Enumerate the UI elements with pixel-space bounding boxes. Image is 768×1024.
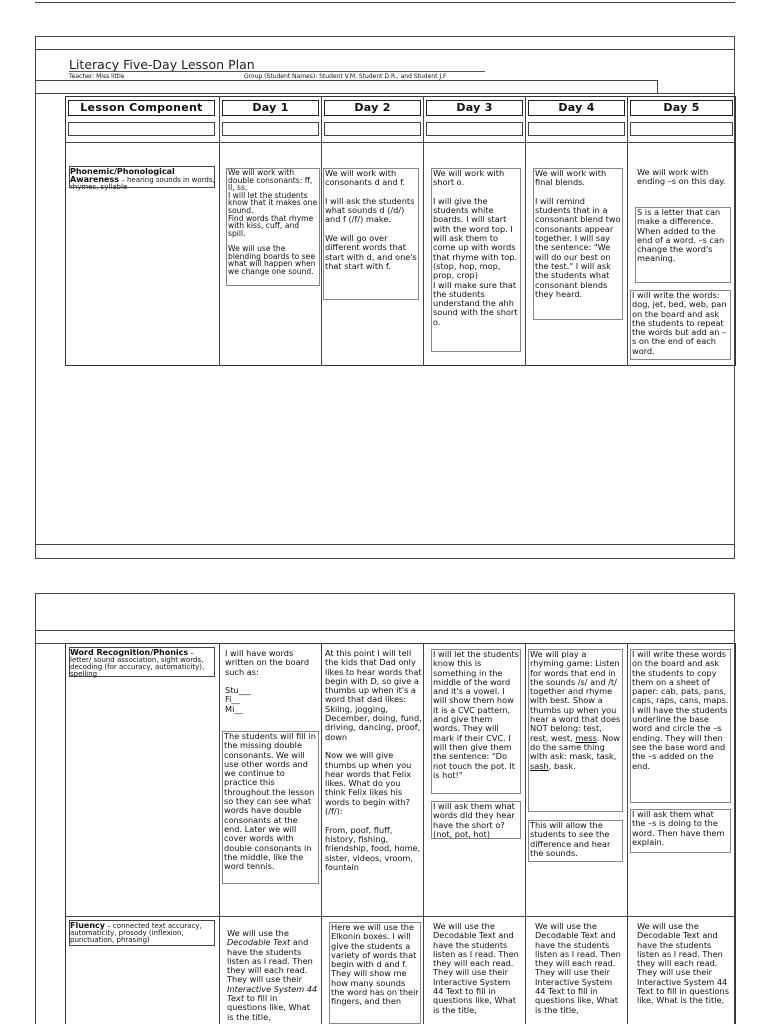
blank-field (222, 122, 319, 136)
wordrec-day-1b: The students will fill in the missing double consonants. We will use other words and we continue to practice this throughout the lesson so they can see what words have double consonants at the end. Later we will cover words with double consonants in the middle, like the word tennis. (222, 731, 319, 884)
wordrec-day-3b: I will ask them what words did they hear have the short o? (not, pot, hot) (431, 801, 521, 839)
col-divider (219, 96, 220, 366)
teacher-field: Teacher: Miss little (69, 73, 125, 80)
fluency-day-4: We will use the Decodable Text and have the students listen as I read. Then they will each read. They will use their Interactive System 44 Text to fill in questions like, What is the title, (535, 921, 624, 1015)
component-label: Fluency (70, 921, 105, 930)
phonemic-day-4: We will work with final blends. I will remind students that in a consonant blend two consonants appear together. I will say the sentence: "We will do our best on the test." I will ask the students what consonant blends they heard. (533, 168, 623, 320)
blank-field (630, 122, 733, 136)
component-desc: – hearing sounds in words, rhymes, syllable (70, 176, 215, 191)
col-divider (627, 96, 628, 366)
group-field: Group (Student Names): Student V.M, Student D.R., and Student J.F (244, 73, 447, 80)
phonemic-day-3: We will work with short o. I will give the students white boards. I will start with the word top. I will ask them to come up with words that rhyme with top. (stop, hop, mop, prop, crop) I will make sure that the students understand the ahh sound with the short o. (431, 168, 521, 352)
rule (35, 93, 735, 94)
col-divider (525, 643, 526, 1024)
rule (35, 49, 735, 50)
col-divider (423, 643, 424, 1024)
component-box (69, 647, 215, 677)
frame-left (35, 593, 36, 1024)
rule (35, 544, 735, 545)
rule (35, 36, 735, 37)
title-underline (69, 71, 485, 72)
wordrec-day-2: At this point I will tell the kids that Dad only likes to hear words that begin with D, so give a thumbs up when it's a word that dad likes: Skiing, jogging, December, doing, fund, driving, dancing, proof, down Now we will give thumbs up when you hear words that Felix likes. What do you think Felix likes his words to begin with? (/f/): From, poof, fluff, history, fishing, friendship, food, home, sister, videos, vroom, fountain (325, 648, 422, 872)
fluency-italic: Decodable Text (227, 937, 291, 948)
rule (35, 593, 735, 594)
component-desc: – letter/ sound association, sight words, decoding (for accuracy, automaticity), spelling (70, 649, 205, 678)
header-day-5: Day 5 (630, 100, 733, 116)
fluency-day-2: Here we will use the Elkonin boxes. I will give the students a variety of words that begin with d and f. They will show me how many sounds the word has on their fingers, and then (329, 922, 421, 1024)
header-day-4: Day 4 (528, 100, 625, 116)
top-rule (35, 2, 735, 3)
col-divider (525, 96, 526, 366)
component-label: Phonemic/Phonological Awareness (70, 167, 175, 184)
phonemic-day-1: We will work with double consonants: ff, ll, ss. I will let the students know that it makes one sound. Find words that rhyme with kiss, cuff, and spill. We will use the blending boards to see what will happen when we change one sound. (226, 168, 320, 286)
wordrec-day-4-text: , bask. (548, 760, 576, 771)
blank-field (324, 122, 421, 136)
header-lesson-component: Lesson Component (68, 100, 215, 116)
blank-field (68, 122, 215, 136)
row-divider (65, 142, 736, 143)
component-box (69, 920, 215, 946)
fluency-italic: Interactive System 44 Text (227, 983, 320, 1004)
component-box (69, 166, 215, 188)
rule (35, 80, 658, 81)
phonemic-day-5b: S is a letter that can make a difference. When added to the end of a word. –s can change the word's meaning. (635, 207, 731, 283)
phonemic-day-5c: I will write the words: dog, jet, bed, web, pan on the board and ask the students to repeat the words but add an –s on the end of each word. (630, 290, 731, 360)
frame-left (35, 36, 36, 559)
page-title: Literacy Five-Day Lesson Plan (69, 57, 255, 72)
fluency-text: and have the students listen as I read. Then they will each read. They will use their (227, 937, 316, 985)
wordrec-day-4-text: We will play a rhyming game: Listen for words that end in the sounds /s/ and /t/ together and rhyme with best. Show a thumbs up when you hear a word that does NOT belong: test, rest, west, (530, 649, 623, 743)
component-desc: – connected text accuracy, automaticity, prosody (inflexion, punctuation, phrasing) (70, 922, 202, 944)
fluency-text: to fill in questions like, What is the title, (227, 993, 313, 1022)
col-divider (321, 96, 322, 366)
col-divider (219, 643, 220, 1024)
rule (35, 630, 735, 631)
fluency-day-1 (227, 929, 319, 1022)
blank-field (426, 122, 523, 136)
col-divider (627, 643, 628, 1024)
header-day-3: Day 3 (426, 100, 523, 116)
wordrec-day-4-text: . Now do the same thing with ask: mask, task, (530, 732, 623, 762)
wordrec-day-5b: I will ask them what the –s is doing to the word. Then have them explain. (630, 809, 731, 853)
wordrec-day-4 (528, 649, 623, 812)
frame-inner (657, 80, 658, 93)
blank-field (528, 122, 625, 136)
col-divider (423, 96, 424, 366)
row-divider (65, 916, 736, 917)
fluency-day-5: We will use the Decodable Text and have the students listen as I read. Then they will each read. They will use their Interactive System 44 Text to fill in questions like, What is the title, (637, 921, 732, 1006)
phonemic-day-5a: We will work with ending –s on this day. (637, 167, 726, 187)
col-divider (321, 643, 322, 1024)
wordrec-day-3a: I will let the students know this is something in the middle of the word and it's a vowel. I will show them how it is a CVC pattern, and give them words. They will mark if their CVC. I will then give them the sentence: "Do not touch the pot. It is hot!" (431, 649, 521, 794)
header-day-1: Day 1 (222, 100, 319, 116)
header-day-2: Day 2 (324, 100, 421, 116)
fluency-text: We will use the (227, 928, 292, 938)
wordrec-day-1a: I will have words written on the board such as: Stu___ Fi__ Mi__ (225, 648, 310, 714)
fluency-day-3: We will use the Decodable Text and have the students listen as I read. Then they will each read. They will use their Interactive System 44 Text to fill in questions like, What is the title, (433, 921, 522, 1015)
component-label: Word Recognition/Phonics (70, 648, 189, 657)
underlined-word: mess (575, 732, 597, 743)
phonemic-day-2: We will work with consonants d and f. I will ask the students what sounds d (/d/) and f (/f/) make. We will go over different words that start with d, and one's that start with f. (323, 168, 419, 300)
underlined-word: sash (530, 760, 549, 771)
rule (35, 558, 735, 559)
wordrec-day-5a: I will write these words on the board and ask the students to copy them on a sheet of paper: cab, pats, pans, caps, raps, cans, maps. I will have the students underline the base word and circle the –s ending. They will then see the base word and the –s added on the end. (630, 649, 731, 803)
wordrec-day-4d: This will allow the students to see the difference and hear the sounds. (528, 820, 623, 862)
